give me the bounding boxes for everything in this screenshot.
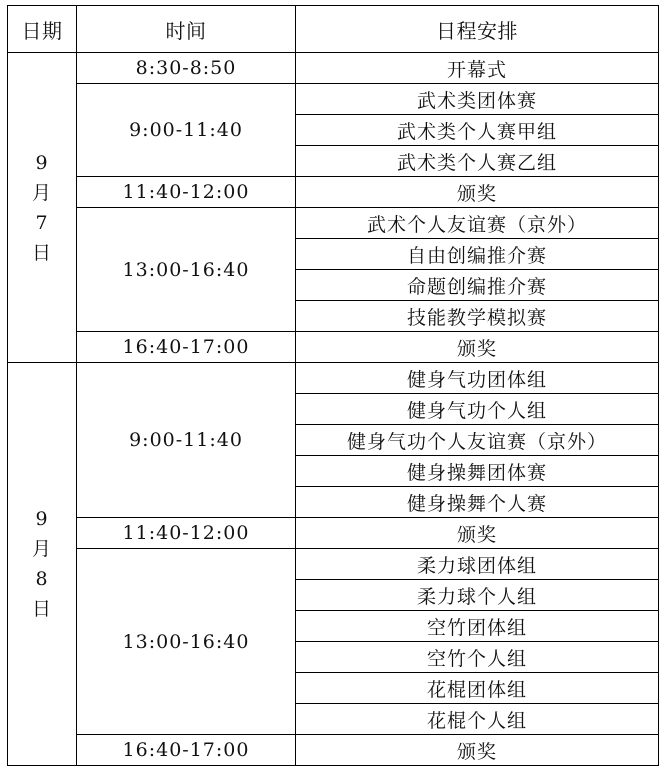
event-cell: 技能教学模拟赛 — [296, 301, 659, 332]
date-part: 7 — [35, 211, 49, 234]
event-cell: 开幕式 — [296, 53, 659, 84]
header-time: 时间 — [77, 6, 296, 53]
date-part: 日 — [31, 241, 52, 264]
time-cell: 13:00-16:40 — [77, 549, 296, 735]
time-cell: 8:30-8:50 — [77, 53, 296, 84]
table-row — [8, 549, 659, 580]
date-part: 8 — [35, 568, 49, 590]
header-date: 日期 — [8, 6, 77, 53]
time-cell: 11:40-12:00 — [77, 177, 296, 208]
event-cell: 颁奖 — [296, 735, 659, 766]
event-cell: 武术类个人赛甲组 — [296, 115, 659, 146]
event-cell: 武术类团体赛 — [296, 84, 659, 115]
time-cell: 9:00-11:40 — [77, 84, 296, 177]
table-row — [8, 332, 659, 363]
event-cell: 花棍个人组 — [296, 704, 659, 735]
event-cell: 柔力球团体组 — [296, 549, 659, 580]
event-cell: 空竹个人组 — [296, 642, 659, 673]
event-cell: 空竹团体组 — [296, 611, 659, 642]
table-row — [8, 363, 659, 394]
event-cell: 健身气功个人组 — [296, 394, 659, 425]
time-cell: 16:40-17:00 — [77, 735, 296, 766]
table-row — [8, 208, 659, 239]
table-row — [8, 735, 659, 766]
event-cell: 颁奖 — [296, 518, 659, 549]
date-part: 月 — [31, 181, 52, 204]
event-cell: 健身操舞个人赛 — [296, 487, 659, 518]
time-cell: 9:00-11:40 — [77, 363, 296, 518]
table-row — [8, 84, 659, 115]
event-cell: 花棍团体组 — [296, 673, 659, 704]
event-cell: 命题创编推介赛 — [296, 270, 659, 301]
date-part: 日 — [31, 598, 52, 620]
time-cell: 13:00-16:40 — [77, 208, 296, 332]
event-cell: 健身气功个人友谊赛（京外） — [296, 425, 659, 456]
event-cell: 颁奖 — [296, 177, 659, 208]
date-part: 月 — [31, 538, 52, 560]
table-row — [8, 177, 659, 208]
event-cell: 柔力球个人组 — [296, 580, 659, 611]
schedule-table — [7, 5, 659, 766]
header-schedule: 日程安排 — [296, 6, 659, 53]
date-part: 9 — [35, 151, 49, 174]
table-row — [8, 53, 659, 84]
date-part: 9 — [35, 508, 49, 530]
time-cell: 16:40-17:00 — [77, 332, 296, 363]
event-cell: 自由创编推介赛 — [296, 239, 659, 270]
date-cell — [8, 363, 77, 766]
event-cell: 武术类个人赛乙组 — [296, 146, 659, 177]
event-cell: 健身气功团体组 — [296, 363, 659, 394]
table-header-row — [8, 6, 659, 53]
date-cell — [8, 53, 77, 363]
time-cell: 11:40-12:00 — [77, 518, 296, 549]
event-cell: 健身操舞团体赛 — [296, 456, 659, 487]
event-cell: 颁奖 — [296, 332, 659, 363]
table-row — [8, 518, 659, 549]
event-cell: 武术个人友谊赛（京外） — [296, 208, 659, 239]
